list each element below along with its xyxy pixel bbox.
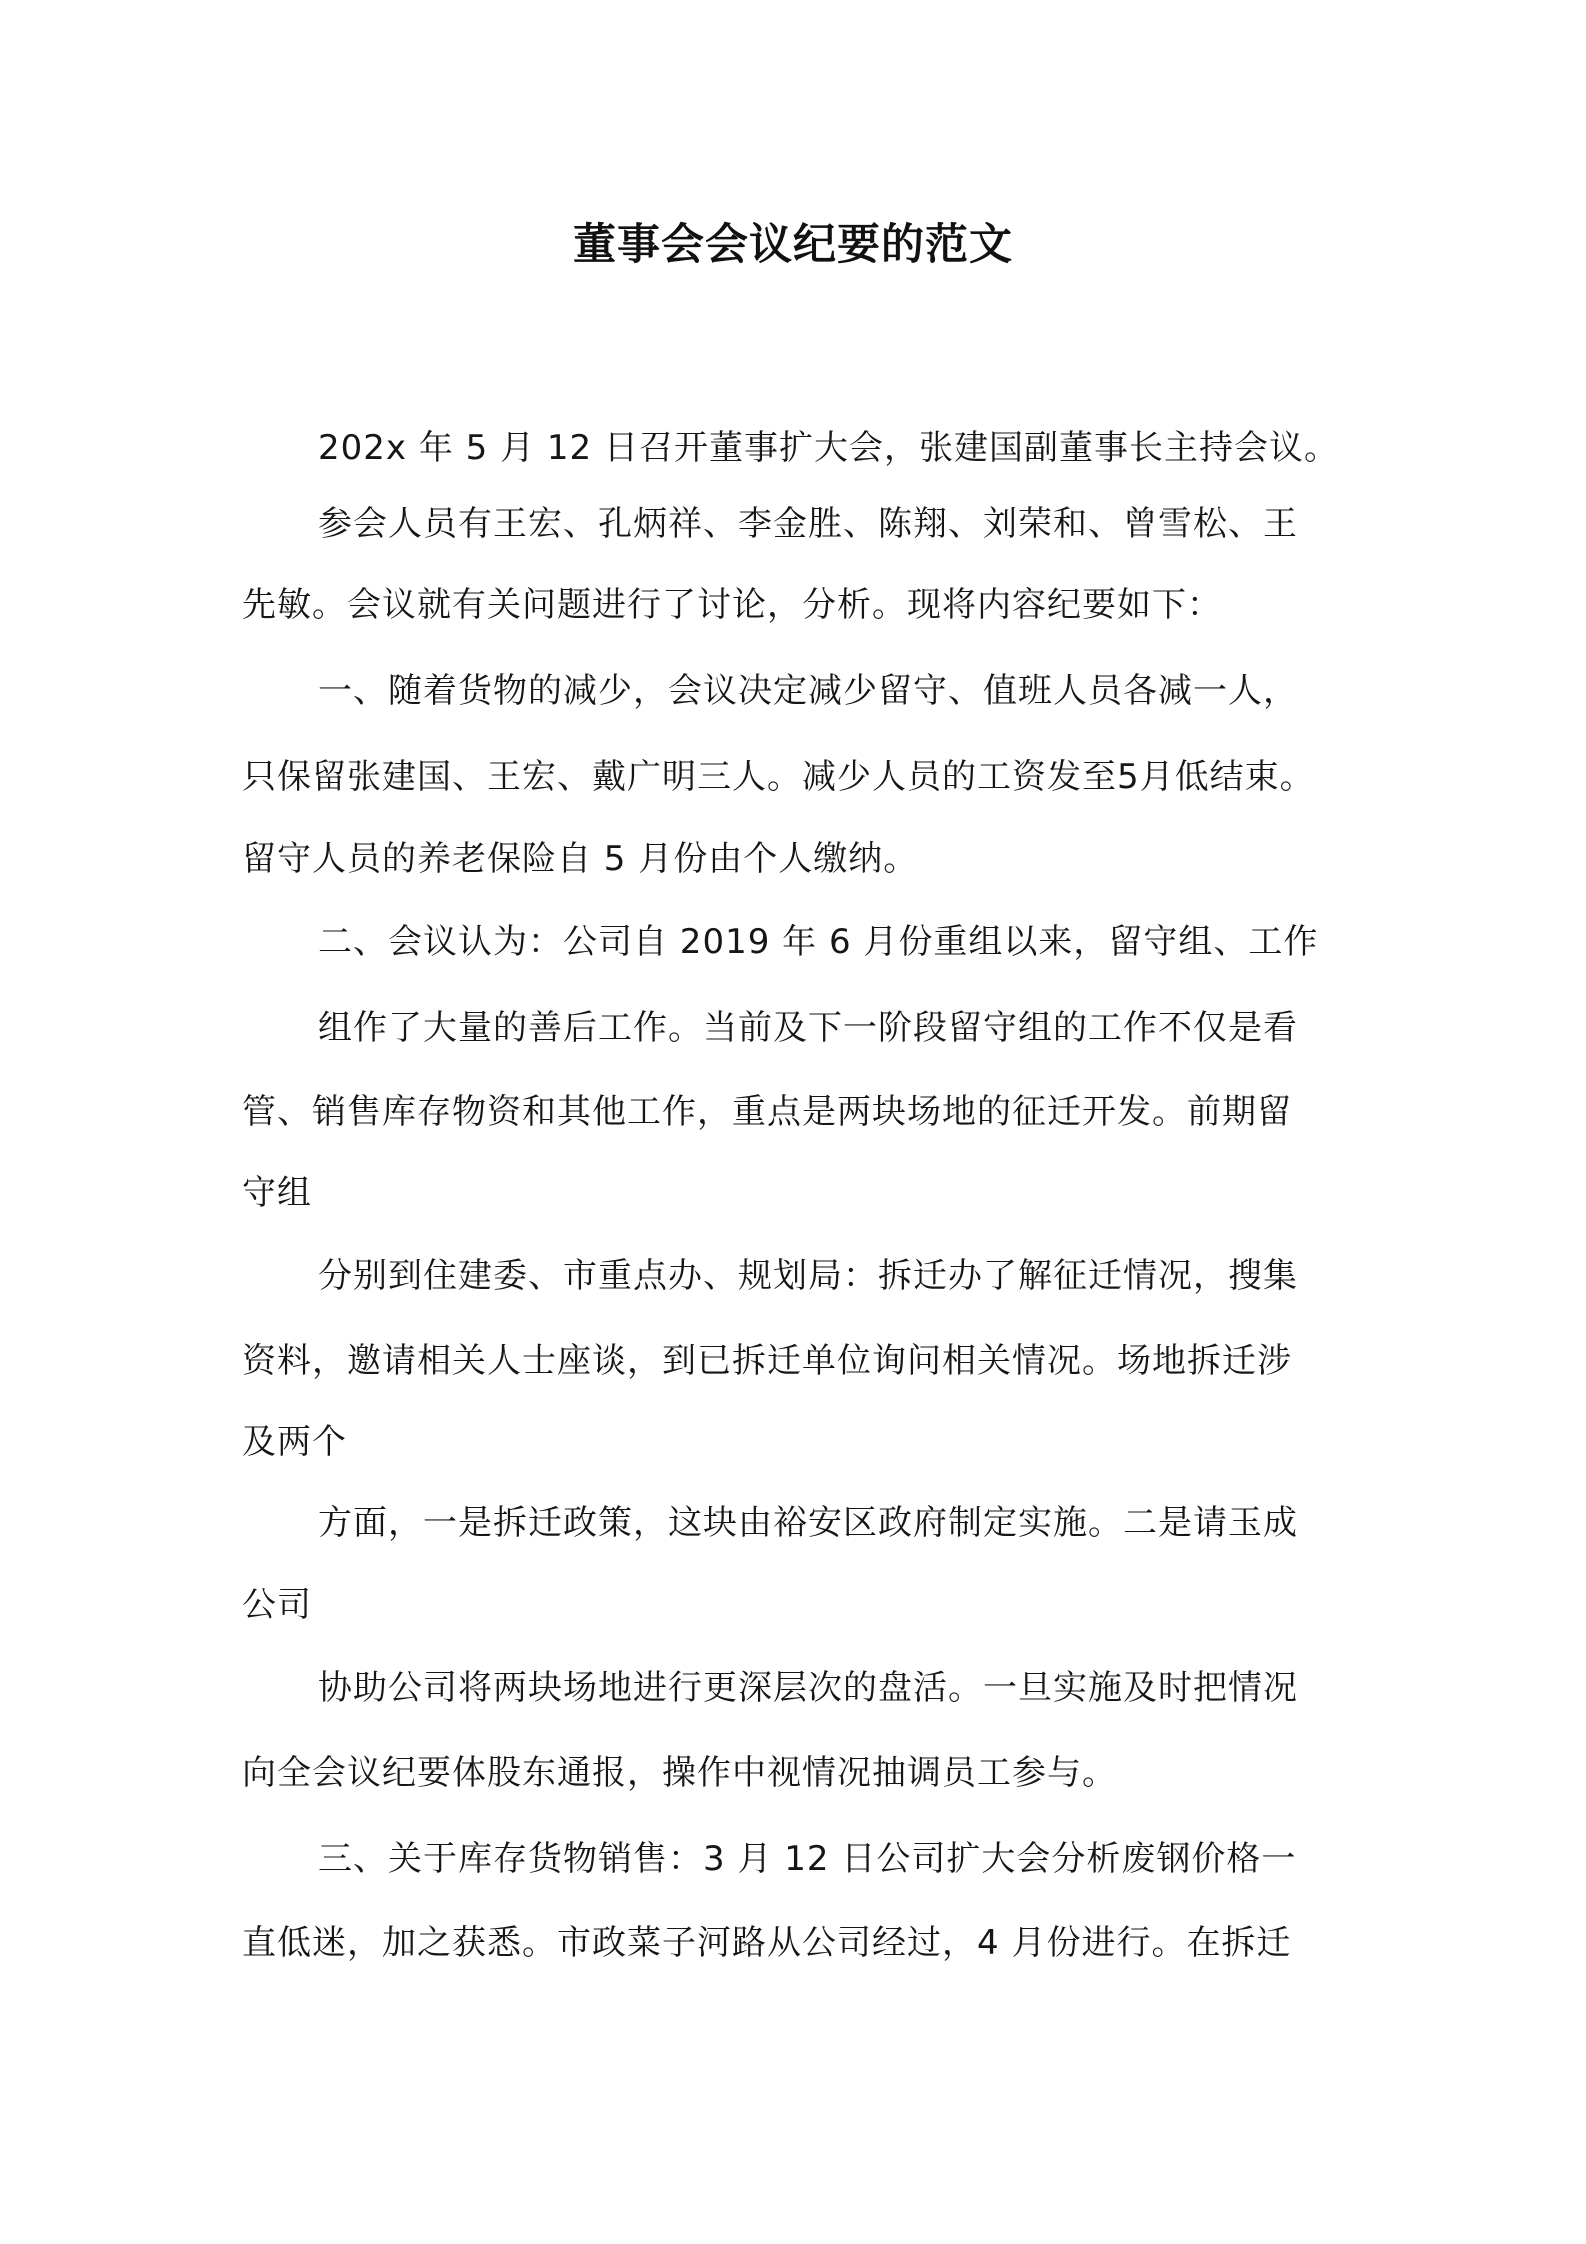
paragraph-line: 202x 年 5 月 12 日召开董事扩大会，张建国副董事长主持会议。 [318,428,1339,468]
paragraph-line: 二、会议认为：公司自 2019 年 6 月份重组以来，留守组、工作 [318,922,1319,962]
paragraph-line: 组作了大量的善后工作。当前及下一阶段留守组的工作不仅是看 [318,1008,1298,1048]
paragraph-line: 公司 [242,1585,312,1625]
paragraph-line: 留守人员的养老保险自 5 月份由个人缴纳。 [242,839,919,879]
paragraph-line: 只保留张建国、王宏、戴广明三人。减少人员的工资发至5月低结束。 [242,757,1315,797]
paragraph-line: 资料，邀请相关人士座谈，到已拆迁单位询问相关情况。场地拆迁涉 [242,1341,1292,1381]
paragraph-line: 协助公司将两块场地进行更深层次的盘活。一旦实施及时把情况 [318,1668,1298,1708]
paragraph-line: 参会人员有王宏、孔炳祥、李金胜、陈翔、刘荣和、曾雪松、王 [318,504,1298,544]
paragraph-line: 一、随着货物的减少，会议决定减少留守、值班人员各减一人， [318,671,1298,711]
paragraph-line: 管、销售库存物资和其他工作，重点是两块场地的征迁开发。前期留 [242,1092,1292,1132]
paragraph-line: 方面，一是拆迁政策，这块由裕安区政府制定实施。二是请玉成 [318,1503,1298,1543]
paragraph-line: 直低迷，加之获悉。市政菜子河路从公司经过，4 月份进行。在拆迁 [242,1923,1292,1963]
document-title: 董事会会议纪要的范文 [573,220,1013,270]
paragraph-line: 先敏。会议就有关问题进行了讨论，分析。现将内容纪要如下： [242,585,1222,625]
paragraph-line: 三、关于库存货物销售：3 月 12 日公司扩大会分析废钢价格一 [318,1839,1297,1879]
paragraph-line: 及两个 [242,1422,347,1462]
paragraph-line: 向全会议纪要体股东通报，操作中视情况抽调员工参与。 [242,1753,1117,1793]
paragraph-line: 分别到住建委、市重点办、规划局：拆迁办了解征迁情况，搜集 [318,1256,1298,1296]
paragraph-line: 守组 [242,1173,312,1213]
